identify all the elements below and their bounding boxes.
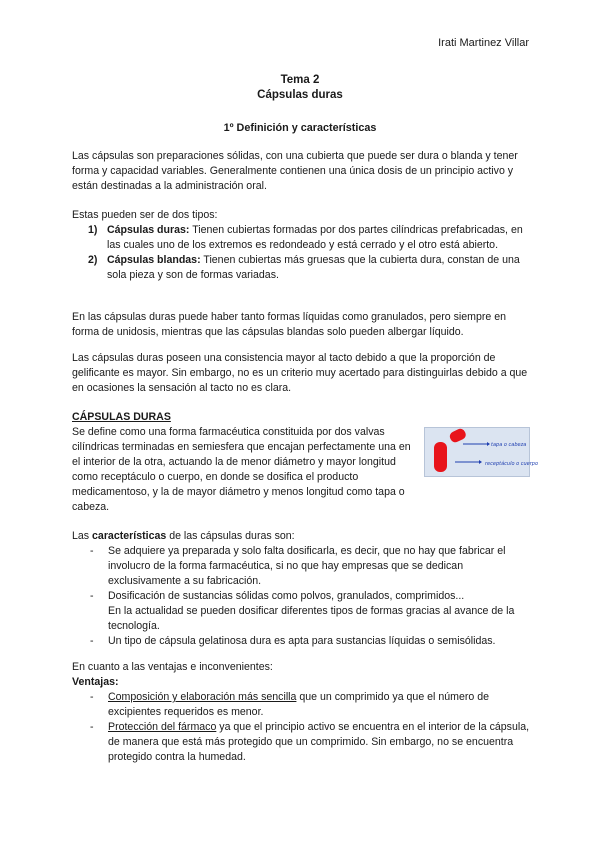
liquids-paragraph [72, 310, 532, 340]
type-term: Cápsulas blandas: [107, 254, 201, 266]
advantages-section [72, 660, 532, 765]
feature-item [72, 544, 532, 589]
features-list [72, 544, 532, 649]
feature-text: Dosificación de sustancias sólidas como polvos, granulados, comprimidos... [108, 590, 465, 602]
author-name: Irati Martinez Villar [438, 37, 529, 49]
types-intro: Estas pueden ser de dos tipos: [72, 209, 218, 221]
intro-text: Las cápsulas son preparaciones sólidas, con una cubierta que puede ser dura o blanda y tener forma y capacidad variables. Generalmente contienen una única dosis de un principio activo y están destinadas a la administración oral. [72, 150, 518, 192]
type-description: Tienen cubiertas formadas por dos partes cilíndricas prefabricadas, en las cuales uno de los extremos es redondeado y está cerrado y el otro está abierto. [107, 224, 523, 251]
features-intro [72, 529, 532, 544]
feature-text: Un tipo de cápsula gelatinosa dura es apta para sustancias líquidas o semisólidas. [108, 635, 496, 647]
capsule-body-shape [434, 442, 447, 472]
advantage-text: que un comprimido ya que el número de excipientes requeridos es menor. [108, 691, 489, 718]
type-item-soft [72, 253, 532, 283]
section-heading: 1º Definición y características [223, 122, 377, 134]
types-block [72, 208, 532, 283]
figure-label-cap: tapa o cabeza [491, 442, 527, 448]
advantages-heading: Ventajas: [72, 676, 119, 688]
feature-text: Se adquiere ya preparada y solo falta dosificarla, es decir, que no hay que fabricar el involucro de la forma farmacéutica, si no que hay empresas que se dedican exclusivamente a su fabricación. [108, 545, 506, 587]
advantage-term: Composición y elaboración más sencilla [108, 691, 297, 703]
hard-capsules-heading: CÁPSULAS DURAS [72, 411, 171, 423]
type-term: Cápsulas duras: [107, 224, 190, 236]
pros-cons-intro: En cuanto a las ventajas e inconvenientes: [72, 661, 273, 673]
liquids-text: En las cápsulas duras puede haber tanto formas líquidas como granulados, pero siempre en forma de unidosis, mientras que las cápsulas blandas solo pueden albergar líquido. [72, 311, 507, 338]
type-item-hard [72, 223, 532, 253]
hard-capsules-section [72, 410, 412, 515]
features-intro-prefix: Las [72, 530, 93, 542]
type-number: 1) [88, 224, 98, 236]
type-number: 2) [88, 254, 98, 266]
capsule-figure [424, 427, 539, 477]
title-line-1: Tema 2 [280, 74, 320, 86]
feature-extra-text: En la actualidad se pueden dosificar diferentes tipos de formas gracias al avance de la tecnología. [108, 605, 515, 632]
advantage-item [72, 720, 532, 765]
advantage-item [72, 690, 532, 720]
capsule-cap-shape [448, 428, 467, 444]
intro-paragraph [72, 149, 532, 194]
document-title [0, 73, 600, 103]
feature-item [72, 589, 532, 634]
title-line-2: Cápsulas duras [257, 89, 343, 101]
features-term: características [92, 530, 167, 542]
advantages-list [72, 690, 532, 765]
advantage-text: ya que el principio activo se encuentra en el interior de la cápsula, de manera que está más protegido que un comprimido. Sin embargo, no se encuentra protegido contra la humedad. [108, 721, 530, 763]
arrow-head-icon [479, 460, 482, 464]
consistency-text: Las cápsulas duras poseen una consistencia mayor al tacto debido a que la proporción de gelificante es mayor. Sin embargo, no es un criterio muy acertado para distinguirlas debido a que en ocasiones la sensación al tacto no es clara. [72, 352, 528, 394]
consistency-paragraph [72, 351, 532, 396]
features-section [72, 529, 532, 649]
figure-label-body: receptáculo o cuerpo [485, 461, 539, 467]
advantage-term: Protección del fármaco [108, 721, 217, 733]
types-list [72, 223, 532, 283]
features-intro-suffix: de las cápsulas duras son: [166, 530, 295, 542]
hard-capsules-definition: Se define como una forma farmacéutica constituida por dos valvas cilíndricas terminadas en semiesfera que encajan perfectamente una en el interior de la otra, actuando la de menor diámetro y mayor longitud como receptáculo o cuerpo, en donde se dosifica el producto medicamentoso, y la de mayor diámetro y menos longitud como tapa o cabeza. [72, 426, 411, 513]
feature-item [72, 634, 532, 649]
arrow-head-icon [487, 442, 490, 446]
type-description: Tienen cubiertas más gruesas que la cubierta dura, constan de una sola pieza y son de formas variadas. [107, 254, 520, 281]
